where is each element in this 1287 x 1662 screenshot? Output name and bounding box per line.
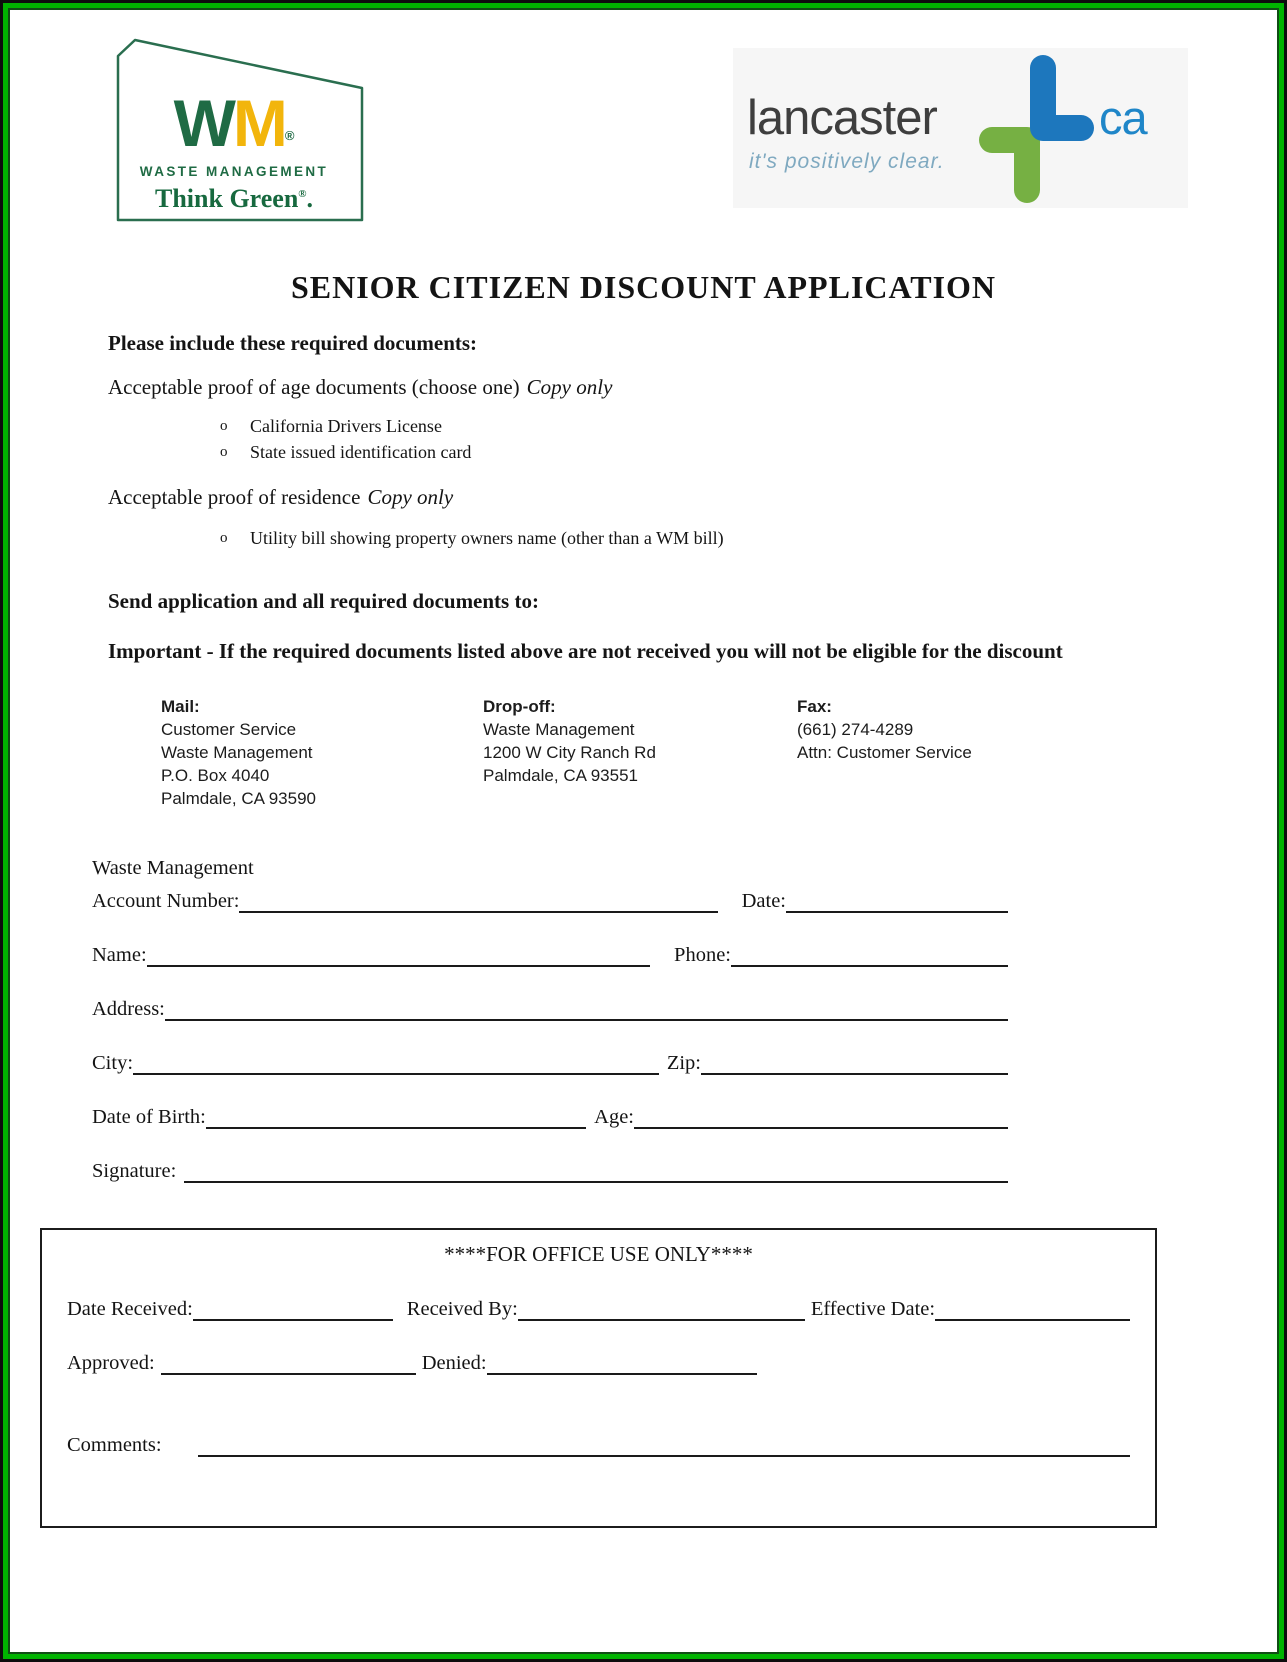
dropoff-heading: Drop-off: <box>483 697 556 716</box>
address-label: Address: <box>92 998 165 1020</box>
age-field <box>634 1103 1008 1129</box>
dob-age-row <box>92 1102 1008 1132</box>
list-item <box>220 413 1217 439</box>
zip-label: Zip: <box>666 1052 701 1074</box>
fax-contact-column <box>797 695 972 810</box>
date-received-label: Date Received: <box>67 1298 193 1320</box>
mail-contact-column <box>161 695 483 810</box>
name-label: Name: <box>92 944 147 966</box>
comments-label: Comments: <box>67 1434 162 1456</box>
copy-only-note: Copy only <box>367 485 454 509</box>
circle-bullet-icon: o <box>220 444 228 460</box>
office-use-only-box <box>40 1228 1157 1528</box>
header <box>10 10 1277 235</box>
effective-date-label: Effective Date: <box>810 1298 936 1320</box>
date-received-field <box>193 1295 393 1321</box>
approved-label: Approved: <box>67 1352 155 1374</box>
lancaster-ca-suffix: ca <box>1099 91 1147 144</box>
office-decision-row <box>67 1348 1130 1378</box>
page-title: SENIOR CITIZEN DISCOUNT APPLICATION <box>290 269 997 305</box>
date-label: Date: <box>741 890 786 912</box>
date-field <box>786 887 1008 913</box>
waste-management-logo <box>100 34 368 229</box>
denied-field <box>487 1349 757 1375</box>
list-item <box>220 439 1217 465</box>
list-item-text: California Drivers License <box>250 416 442 436</box>
name-field <box>147 941 650 967</box>
wm-monogram-w: W <box>173 86 233 160</box>
office-comments-row <box>67 1430 1130 1460</box>
fax-heading: Fax: <box>797 697 832 716</box>
approved-field <box>161 1349 416 1375</box>
list-item-text: Utility bill showing property owners name (other than a WM bill) <box>250 528 724 548</box>
dob-label: Date of Birth: <box>92 1106 206 1128</box>
proof-of-age-text: Acceptable proof of age documents (choose one) <box>108 375 520 399</box>
contact-options <box>161 695 1277 810</box>
send-application-heading: Send application and all required documents to: <box>108 589 539 613</box>
proof-of-residence-line <box>108 483 1217 511</box>
city-label: City: <box>92 1052 134 1074</box>
contact-line: Palmdale, CA 93590 <box>161 789 316 808</box>
waste-management-intro: Waste Management <box>92 857 254 879</box>
required-documents-heading: Please include these required documents: <box>108 331 478 355</box>
received-by-field <box>518 1295 805 1321</box>
mail-heading: Mail: <box>161 697 200 716</box>
list-item <box>220 525 1217 551</box>
effective-date-field <box>935 1295 1130 1321</box>
applicant-form <box>92 854 1008 1186</box>
proof-of-age-line <box>108 373 1217 401</box>
instructions-section <box>108 329 1217 665</box>
registered-mark-icon: ® <box>298 188 307 200</box>
lancaster-ca-logo <box>733 48 1188 208</box>
contact-line: Customer Service <box>161 720 297 739</box>
address-field <box>165 995 1008 1021</box>
green-border-frame <box>3 3 1284 1659</box>
contact-line: Waste Management <box>483 720 635 739</box>
wm-monogram-m: M <box>232 86 285 160</box>
wm-tagline <box>100 184 368 214</box>
document-body <box>8 8 1279 1654</box>
address-row <box>92 994 1008 1024</box>
signature-row <box>92 1156 1008 1186</box>
signature-label: Signature: <box>92 1160 177 1182</box>
proof-of-age-list <box>108 413 1217 465</box>
proof-of-residence-list <box>108 525 1217 551</box>
city-zip-row <box>92 1048 1008 1078</box>
important-notice: Important - If the required documents listed above are not received you will not be eligible for the discount <box>108 639 1063 663</box>
dob-field <box>206 1103 586 1129</box>
contact-line: (661) 274-4289 <box>797 720 914 739</box>
city-field <box>133 1049 659 1075</box>
office-use-only-heading: ****FOR OFFICE USE ONLY**** <box>444 1242 753 1266</box>
circle-bullet-icon: o <box>220 418 228 434</box>
signature-field <box>184 1157 1008 1183</box>
wm-monogram <box>100 86 368 160</box>
received-by-label: Received By: <box>406 1298 518 1320</box>
contact-line: Waste Management <box>161 743 313 762</box>
wm-wordmark: WASTE MANAGEMENT <box>139 164 329 179</box>
wm-tagline-period: . <box>306 184 313 213</box>
dropoff-contact-column <box>483 695 797 810</box>
age-label: Age: <box>594 1106 634 1128</box>
phone-label: Phone: <box>674 944 731 966</box>
name-row <box>92 940 1008 970</box>
contact-line: Attn: Customer Service <box>797 743 972 762</box>
account-number-label: Account Number: <box>92 890 240 912</box>
zip-field <box>701 1049 1008 1075</box>
copy-only-note: Copy only <box>526 375 613 399</box>
office-received-row <box>67 1294 1130 1324</box>
contact-line: 1200 W City Ranch Rd <box>483 743 656 762</box>
contact-line: Palmdale, CA 93551 <box>483 766 638 785</box>
account-number-field <box>239 887 717 913</box>
list-item-text: State issued identification card <box>250 442 472 462</box>
phone-field <box>731 941 1008 967</box>
account-number-row <box>92 886 1008 916</box>
contact-line: P.O. Box 4040 <box>161 766 270 785</box>
circle-bullet-icon: o <box>220 530 228 546</box>
lancaster-wordmark: lancaster <box>747 91 937 145</box>
lancaster-tagline: it's positively clear. <box>749 150 945 173</box>
denied-label: Denied: <box>421 1352 487 1374</box>
wm-tagline-text: Think Green <box>155 184 299 213</box>
plus-icon <box>979 54 1094 204</box>
proof-of-residence-text: Acceptable proof of residence <box>108 485 361 509</box>
registered-mark-icon: ® <box>284 128 295 143</box>
comments-field <box>198 1431 1130 1457</box>
